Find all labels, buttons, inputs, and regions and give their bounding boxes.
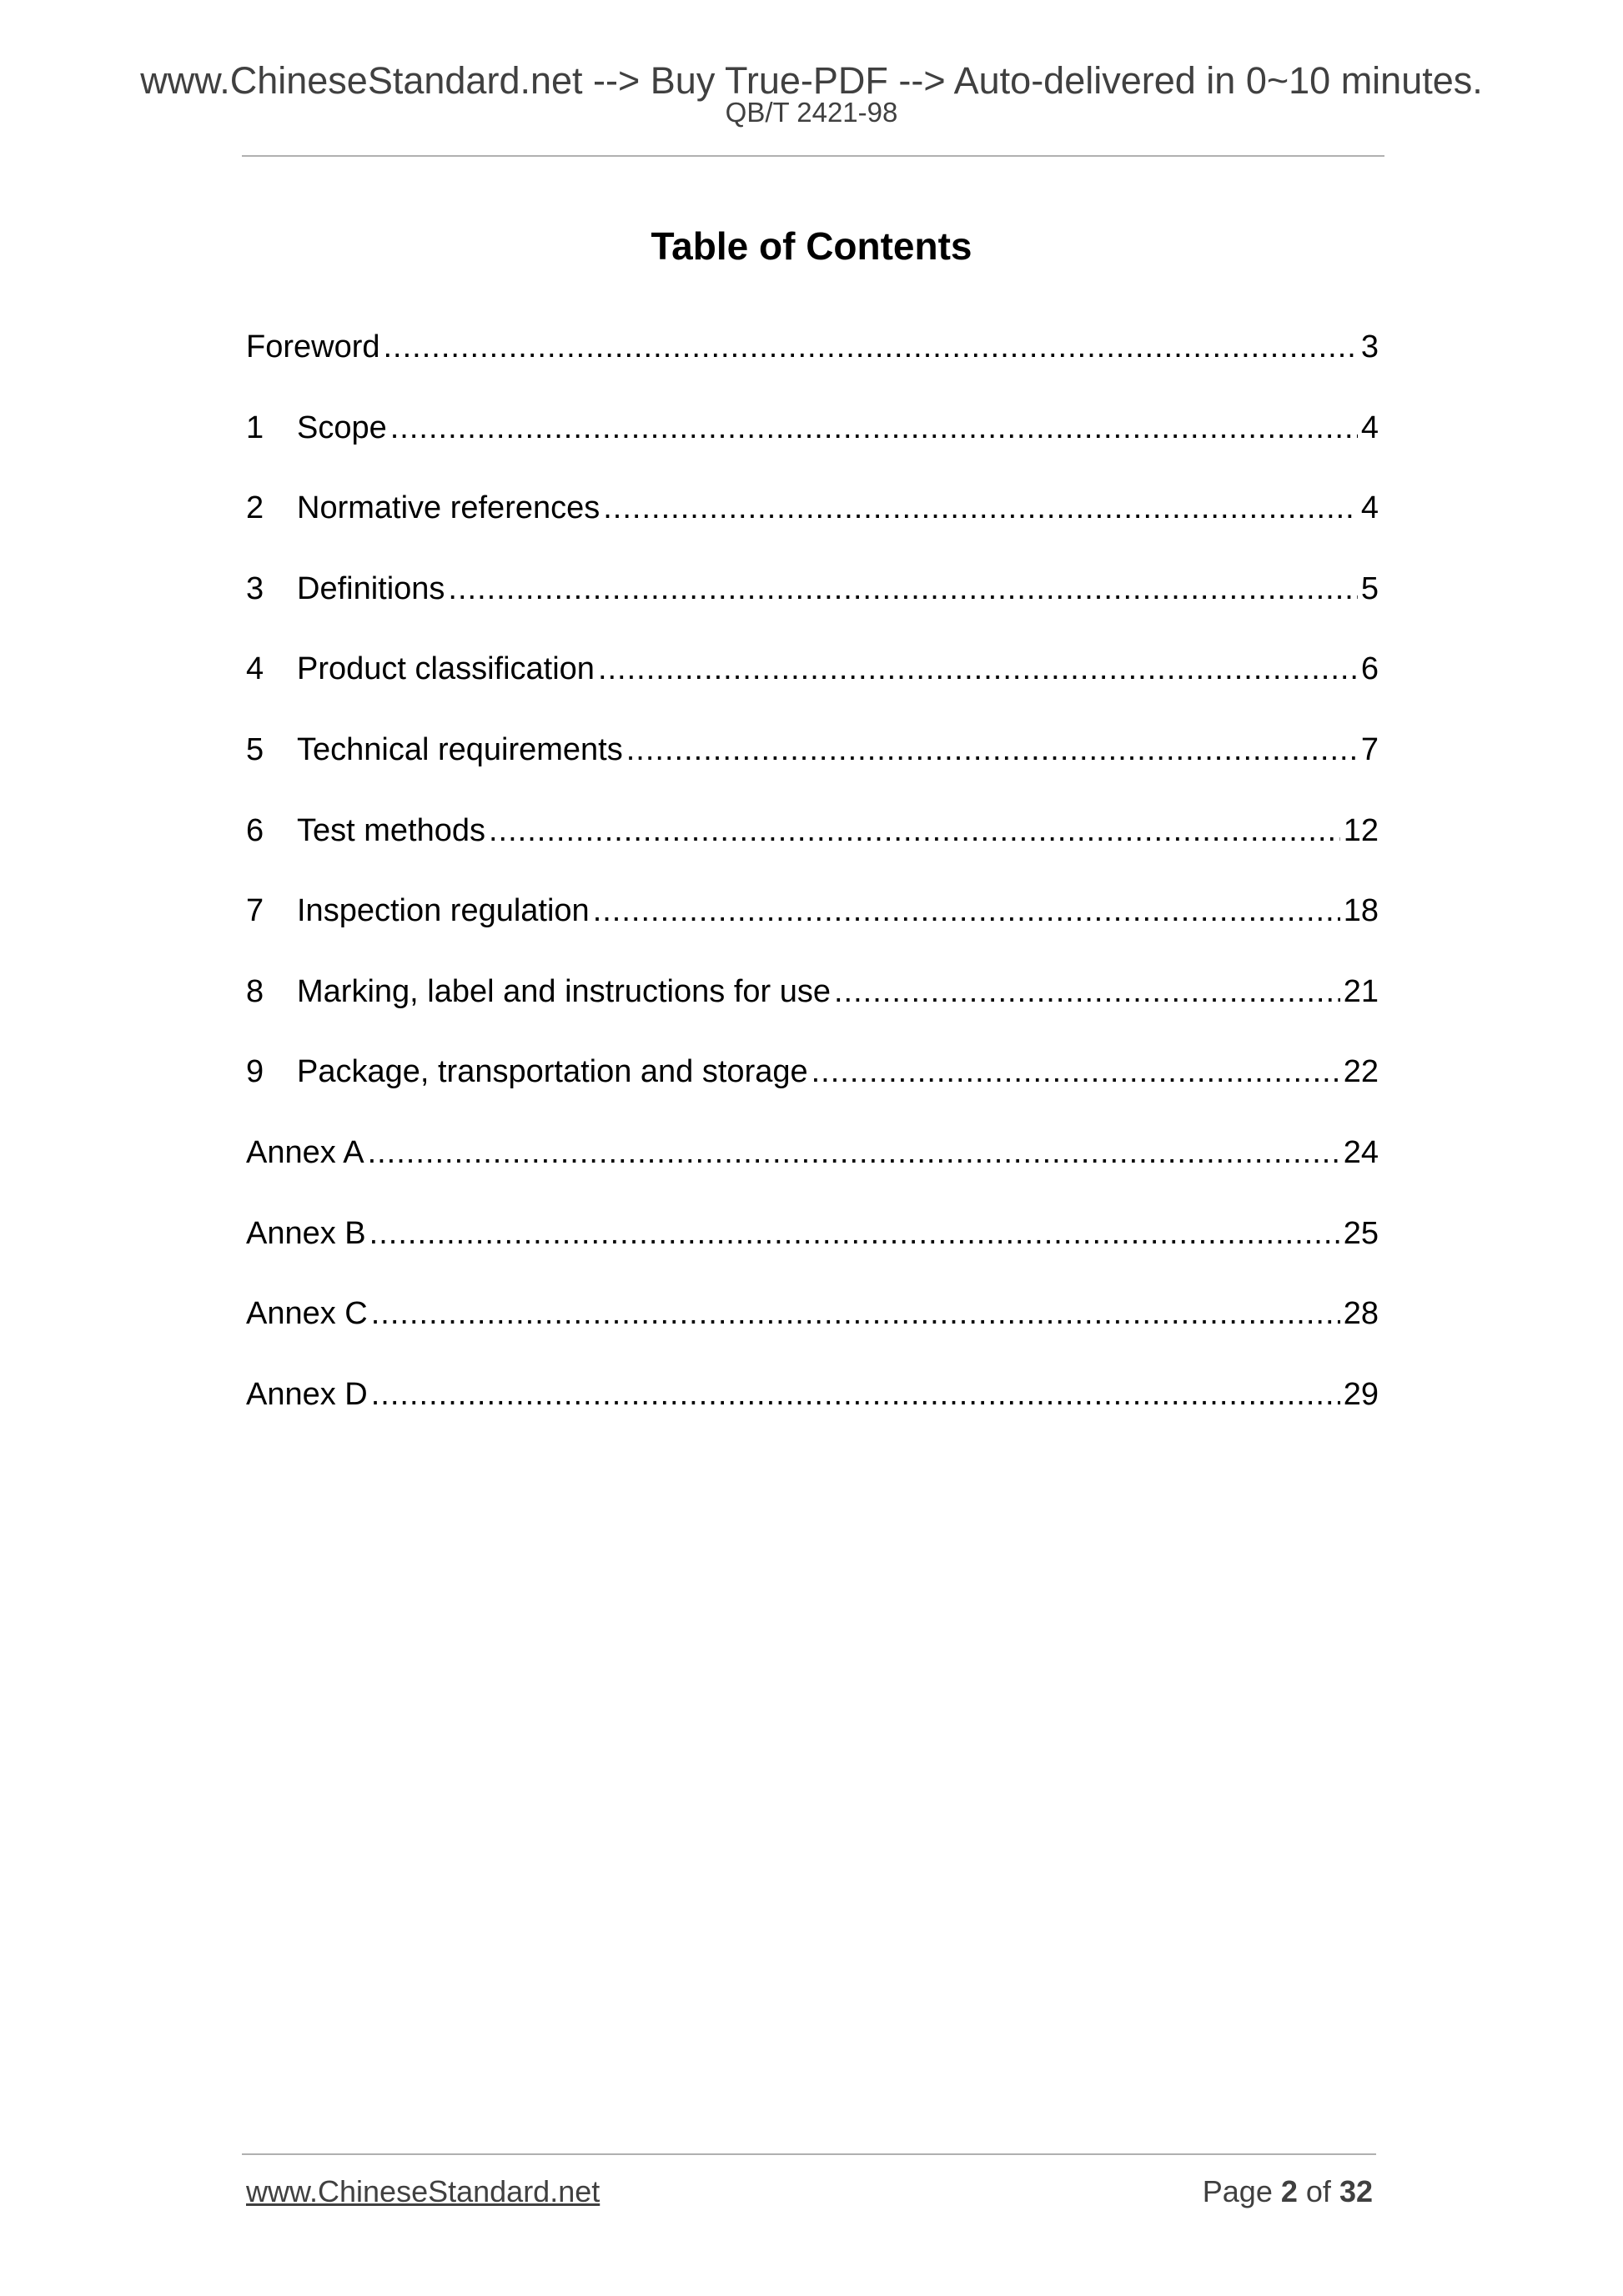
toc-entry-label: Marking, label and instructions for use [297,973,831,1009]
toc-entry-page: 21 [1343,973,1379,1009]
toc-entry-number: 1 [246,409,264,445]
toc-entry-label: Scope [297,409,387,445]
page-prefix: Page [1202,2174,1273,2208]
toc-entry-annex-b[interactable] [246,1214,1379,1295]
toc-entry-page: 6 [1360,651,1379,687]
toc-entry-normative-references[interactable] [246,489,1379,570]
dot-leader [489,811,1340,850]
toc-entry-page: 4 [1360,490,1379,526]
toc-entry-label: Annex D [246,1376,368,1412]
toc-entry-label: Foreword [246,329,380,364]
dot-leader [593,892,1340,930]
toc-entry-inspection-regulation[interactable] [246,892,1379,972]
dot-leader [812,1053,1340,1091]
toc-entry-number: 5 [246,731,264,767]
dot-leader [603,489,1358,527]
toc-entry-package-transportation-storage[interactable] [246,1053,1379,1133]
toc-entry-foreword[interactable] [246,328,1379,409]
toc-entry-label: Product classification [297,651,595,687]
toc-entry-page: 22 [1343,1054,1379,1090]
dot-leader [369,1214,1340,1253]
toc-entry-definitions[interactable] [246,570,1379,651]
toc-entry-page: 29 [1343,1376,1379,1412]
dot-leader [371,1294,1340,1333]
footer-divider [242,2153,1376,2155]
dot-leader [598,650,1358,688]
toc-entry-product-classification[interactable] [246,650,1379,731]
header-banner[interactable]: www.ChineseStandard.net --> Buy True-PDF --> Auto-delivered in 0~10 minutes. [140,59,1483,102]
footer-website-link[interactable]: www.ChineseStandard.net [246,2174,600,2208]
dot-leader [384,328,1358,366]
toc-entry-page: 25 [1343,1215,1379,1251]
toc-entry-scope[interactable] [246,409,1379,490]
dot-leader [371,1375,1340,1414]
toc-entry-page: 18 [1343,893,1379,929]
toc-entry-number: 9 [246,1054,264,1090]
toc-entry-number: 8 [246,973,264,1009]
toc-entry-page: 28 [1343,1296,1379,1332]
header-divider [242,155,1384,157]
toc-entry-label: Normative references [297,490,600,526]
page-title: Table of Contents [651,224,972,268]
toc-entry-label: Annex A [246,1134,364,1170]
toc-entry-number: 3 [246,570,264,606]
toc-entry-label: Annex B [246,1215,366,1251]
toc-entry-page: 12 [1343,812,1379,848]
toc-entry-annex-d[interactable] [246,1375,1379,1456]
dot-leader [834,972,1340,1011]
toc-entry-number: 4 [246,651,264,687]
toc-entry-label: Annex C [246,1296,368,1332]
toc-entry-page: 5 [1360,570,1379,606]
toc-entry-annex-c[interactable] [246,1294,1379,1375]
toc-entry-number: 6 [246,812,264,848]
table-of-contents [246,328,1379,1455]
toc-entry-number: 2 [246,490,264,526]
dot-leader [368,1133,1340,1172]
page-total: 32 [1339,2174,1373,2208]
page-current: 2 [1280,2174,1298,2208]
toc-entry-number: 7 [246,893,264,929]
toc-entry-technical-requirements[interactable] [246,731,1379,811]
toc-entry-label: Test methods [297,812,485,848]
dot-leader [626,731,1358,769]
toc-entry-test-methods[interactable] [246,811,1379,892]
page-of: of [1305,2174,1331,2208]
toc-entry-label: Package, transportation and storage [297,1054,808,1090]
toc-entry-page: 24 [1343,1134,1379,1170]
page-number [1202,2174,1373,2208]
toc-entry-label: Inspection regulation [297,893,590,929]
toc-entry-label: Technical requirements [297,731,623,767]
toc-entry-page: 4 [1360,409,1379,445]
toc-entry-marking-label-instructions[interactable] [246,972,1379,1053]
toc-entry-page: 7 [1360,731,1379,767]
toc-entry-page: 3 [1360,329,1379,364]
document-code: QB/T 2421-98 [725,97,898,128]
dot-leader [448,570,1357,608]
dot-leader [390,409,1358,447]
toc-entry-annex-a[interactable] [246,1133,1379,1214]
toc-entry-label: Definitions [297,570,445,606]
